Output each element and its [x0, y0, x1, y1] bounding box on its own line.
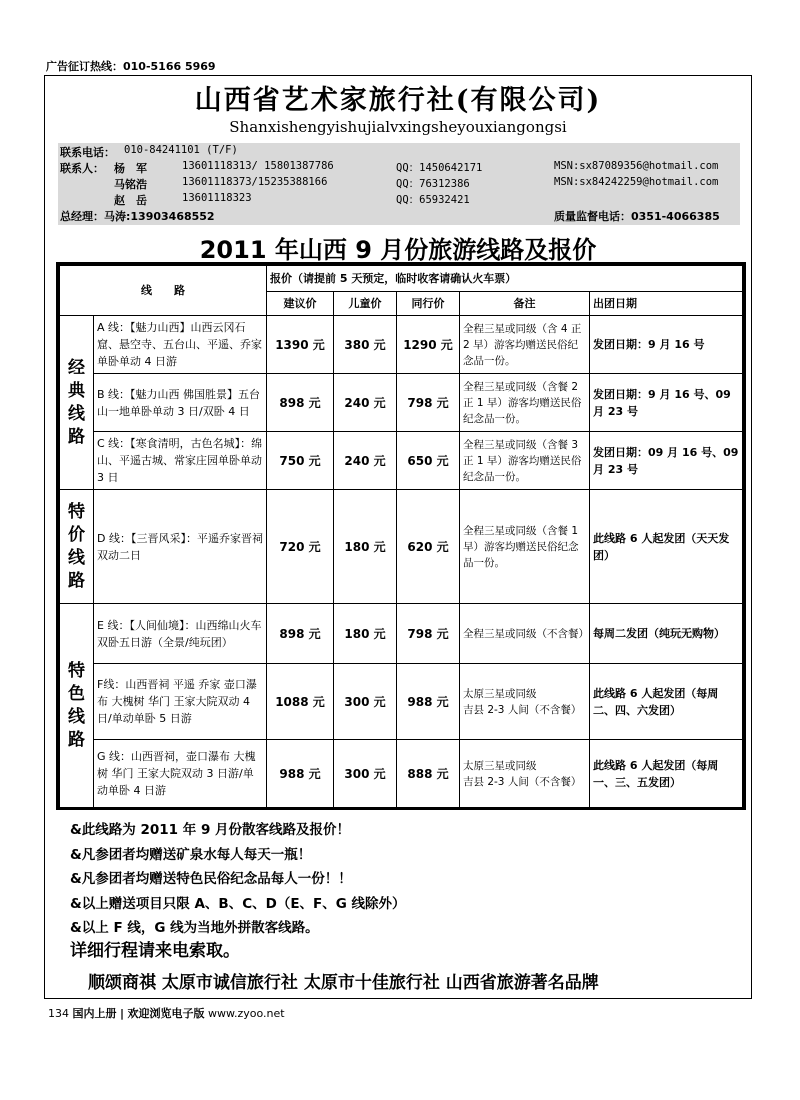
phone-label: 联系电话：	[60, 146, 115, 159]
child-price: 180 元	[334, 604, 397, 664]
contact-msn: MSN:sx87089356@hotmail.com	[554, 160, 719, 172]
peer-price: 988 元	[397, 664, 460, 740]
table-row	[60, 740, 743, 808]
footer-note: &以上赠送项目只限 A、B、C、D（E、F、G 线除外）	[70, 895, 406, 912]
table-row	[60, 664, 743, 740]
contact-box	[58, 143, 740, 225]
child-price: 300 元	[334, 740, 397, 808]
suggested-price: 720 元	[267, 490, 334, 604]
contact-name: 赵 岳	[114, 194, 147, 207]
date-cell: 每周二发团（纯玩无购物）	[590, 604, 743, 664]
brand-slogan: 顺颂商祺 太原市诚信旅行社 太原市十佳旅行社 山西省旅游著名品牌	[88, 973, 599, 993]
note-cell: 全程三星或同级（含餐 1 早）游客均赠送民俗纪念品一份。	[460, 490, 590, 604]
child-price: 240 元	[334, 432, 397, 490]
column-header-date: 出团日期	[590, 292, 743, 316]
contact-qq: QQ：65932421	[396, 194, 470, 206]
footer-notes	[70, 818, 406, 941]
page-footer	[48, 1005, 285, 1021]
route-cell: D 线：【三晋风采】：平遥乔家晋祠双动二日	[94, 490, 267, 604]
suggested-price: 750 元	[267, 432, 334, 490]
date-cell: 发团日期：09 月 16 号、09 月 23 号	[590, 432, 743, 490]
company-name: 山西省艺术家旅行社(有限公司)	[194, 85, 602, 116]
date-cell: 发团日期：9 月 16 号、09 月 23 号	[590, 374, 743, 432]
contact-name: 杨 军	[114, 162, 147, 175]
footer-note: &以上 F 线，G 线为当地外拼散客线路。	[70, 920, 319, 936]
page-title: 2011 年山西 9 月份旅游线路及报价	[199, 236, 597, 264]
child-price: 300 元	[334, 664, 397, 740]
column-header-route: 线 路	[60, 266, 267, 316]
suggested-price: 898 元	[267, 604, 334, 664]
column-header-child: 儿童价	[334, 292, 397, 316]
date-cell: 此线路 6 人起发团（每周二、四、六发团）	[590, 664, 743, 740]
column-header-notes: 备注	[460, 292, 590, 316]
table-row	[60, 374, 743, 432]
route-cell: F线：山西晋祠 平遥 乔家 壶口瀑布 大槐树 华门 王家大院双动 4 日/单动单卧 5 日游	[94, 664, 267, 740]
peer-price: 650 元	[397, 432, 460, 490]
peer-price: 798 元	[397, 604, 460, 664]
category-special-price: 特 价 线 路	[60, 490, 94, 604]
note-cell: 太原三星或同级 吉县 2-3 人间（不含餐）	[460, 740, 590, 808]
suggested-price: 988 元	[267, 740, 334, 808]
general-manager: 总经理：马涛:13903468552	[60, 210, 215, 223]
contact-msn: MSN:sx84242259@hotmail.com	[554, 176, 719, 188]
footer-divider: |	[120, 1007, 125, 1020]
route-cell: C 线：【寒食清明，古色名城】：绵山、平遥古城、常家庄园单卧单动 3 日	[94, 432, 267, 490]
section-name: 国内上册	[72, 1007, 117, 1020]
company-pinyin: Shanxishengyishujialvxingsheyouxiangongsi	[229, 118, 567, 136]
footer-note: &凡参团者均赠送矿泉水每人每天一瓶！	[70, 846, 312, 863]
peer-price: 1290 元	[397, 316, 460, 374]
table-row	[60, 604, 743, 664]
note-cell: 太原三星或同级 吉县 2-3 人间（不含餐）	[460, 664, 590, 740]
peer-price: 620 元	[397, 490, 460, 604]
table-row	[60, 316, 743, 374]
detail-itinerary-note: 详细行程请来电索取。	[70, 941, 240, 961]
category-classic: 经 典 线 路	[60, 316, 94, 490]
ad-hotline: 广告征订热线：010-5166 5969	[46, 60, 216, 73]
suggested-price: 1088 元	[267, 664, 334, 740]
page-number: 134	[48, 1007, 69, 1020]
suggested-price: 1390 元	[267, 316, 334, 374]
date-cell: 此线路 6 人起发团（每周一、三、五发团）	[590, 740, 743, 808]
child-price: 180 元	[334, 490, 397, 604]
suggested-price: 898 元	[267, 374, 334, 432]
route-cell: B 线：【魅力山西 佛国胜景】五台山一地单卧单动 3 日/双卧 4 日	[94, 374, 267, 432]
table-header-row	[60, 266, 743, 292]
note-cell: 全程三星或同级（含餐 2 正 1 早）游客均赠送民俗纪念品一份。	[460, 374, 590, 432]
child-price: 240 元	[334, 374, 397, 432]
contact-phone: 13601118323	[182, 192, 252, 204]
footer-slogan: 欢迎浏览电子版	[127, 1007, 205, 1020]
date-cell: 此线路 6 人起发团（天天发团）	[590, 490, 743, 604]
contact-qq: QQ：76312386	[396, 178, 470, 190]
footer-note: &此线路为 2011 年 9 月份散客线路及报价！	[70, 822, 351, 838]
route-cell: E 线：【人间仙境】：山西绵山火车双卧五日游（全景/纯玩团）	[94, 604, 267, 664]
peer-price: 798 元	[397, 374, 460, 432]
table-row	[60, 432, 743, 490]
route-cell: A 线：【魅力山西】山西云冈石窟、悬空寺、五台山、平遥、乔家单卧单动 4 日游	[94, 316, 267, 374]
column-header-peer: 同行价	[397, 292, 460, 316]
quality-supervision-phone: 质量监督电话：0351-4066385	[554, 210, 720, 223]
company-phone: 010-84241101 (T/F)	[124, 144, 238, 156]
route-cell: G 线：山西晋祠，壶口瀑布 大槐树 华门 王家大院双动 3 日游/单动单卧 4 日游	[94, 740, 267, 808]
table-row	[60, 490, 743, 604]
price-table	[56, 262, 746, 810]
peer-price: 888 元	[397, 740, 460, 808]
date-cell: 发团日期：9 月 16 号	[590, 316, 743, 374]
contact-qq: QQ：1450642171	[396, 162, 483, 174]
price-header: 报价（请提前 5 天预定，临时收客请确认火车票）	[267, 266, 743, 292]
contact-phone: 13601118373/15235388166	[182, 176, 328, 188]
category-featured: 特 色 线 路	[60, 604, 94, 808]
contacts-label: 联系人：	[60, 162, 104, 175]
child-price: 380 元	[334, 316, 397, 374]
website-link[interactable]: www.zyoo.net	[208, 1007, 285, 1020]
contact-name: 马铭浩	[114, 178, 147, 191]
note-cell: 全程三星或同级（含餐 3 正 1 早）游客均赠送民俗纪念品一份。	[460, 432, 590, 490]
note-cell: 全程三星或同级（不含餐）	[460, 604, 590, 664]
column-header-suggested: 建议价	[267, 292, 334, 316]
contact-phone: 13601118313/ 15801387786	[182, 160, 334, 172]
footer-note: &凡参团者均赠送特色民俗纪念品每人一份！！	[70, 871, 352, 887]
note-cell: 全程三星或同级（含 4 正 2 早）游客均赠送民俗纪念品一份。	[460, 316, 590, 374]
